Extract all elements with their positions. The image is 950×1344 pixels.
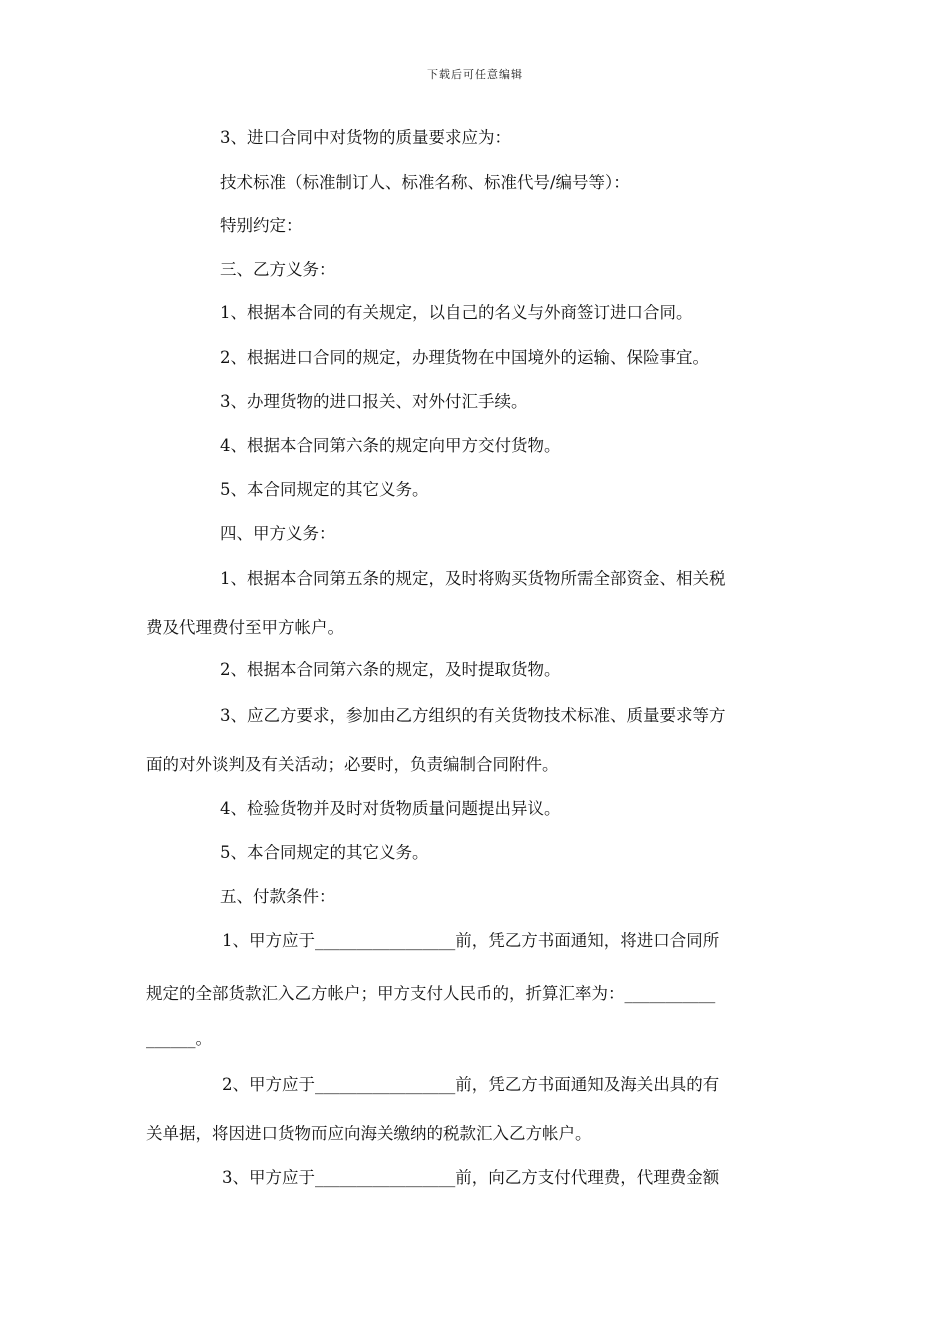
- clause-4-5: 5、本合同规定的其它义务。: [220, 843, 429, 862]
- clause-5-1-cont: 规定的全部货款汇入乙方帐户；甲方支付人民币的，折算汇率为：___________: [146, 984, 716, 1003]
- clause-3-1: 1、根据本合同的有关规定，以自己的名义与外商签订进口合同。: [220, 303, 693, 322]
- special-agreement: 特别约定：: [220, 216, 303, 235]
- clause-2-3: 3、进口合同中对货物的质量要求应为：: [220, 128, 511, 147]
- page-header: 下载后可任意编辑: [427, 68, 523, 81]
- clause-4-2: 2、根据本合同第六条的规定，及时提取货物。: [220, 660, 561, 679]
- clause-4-3: 3、应乙方要求，参加由乙方组织的有关货物技术标准、质量要求等方: [220, 706, 726, 725]
- clause-5-2-cont: 关单据，将因进口货物而应向海关缴纳的税款汇入乙方帐户。: [146, 1124, 592, 1143]
- section-3-heading: 三、乙方义务：: [220, 260, 336, 279]
- clause-4-4: 4、检验货物并及时对货物质量问题提出异议。: [220, 799, 561, 818]
- technical-standard: 技术标准（标准制订人、标准名称、标准代号/编号等）：: [220, 173, 630, 192]
- section-4-heading: 四、甲方义务：: [220, 524, 336, 543]
- clause-3-3: 3、办理货物的进口报关、对外付汇手续。: [220, 392, 528, 411]
- clause-5-1: 1、甲方应于_________________前，凭乙方书面通知，将进口合同所: [222, 931, 720, 950]
- clause-5-1-end: ______。: [146, 1029, 212, 1048]
- clause-5-2: 2、甲方应于_________________前，凭乙方书面通知及海关出具的有: [222, 1075, 720, 1094]
- clause-5-3: 3、甲方应于_________________前，向乙方支付代理费，代理费金额: [222, 1168, 720, 1187]
- clause-3-4: 4、根据本合同第六条的规定向甲方交付货物。: [220, 436, 561, 455]
- clause-3-5: 5、本合同规定的其它义务。: [220, 480, 429, 499]
- clause-4-3-cont: 面的对外谈判及有关活动；必要时，负责编制合同附件。: [146, 755, 559, 774]
- clause-3-2: 2、根据进口合同的规定，办理货物在中国境外的运输、保险事宜。: [220, 348, 709, 367]
- clause-4-1: 1、根据本合同第五条的规定，及时将购买货物所需全部资金、相关税: [220, 569, 726, 588]
- section-5-heading: 五、付款条件：: [220, 887, 336, 906]
- clause-4-1-cont: 费及代理费付至甲方帐户。: [146, 618, 344, 637]
